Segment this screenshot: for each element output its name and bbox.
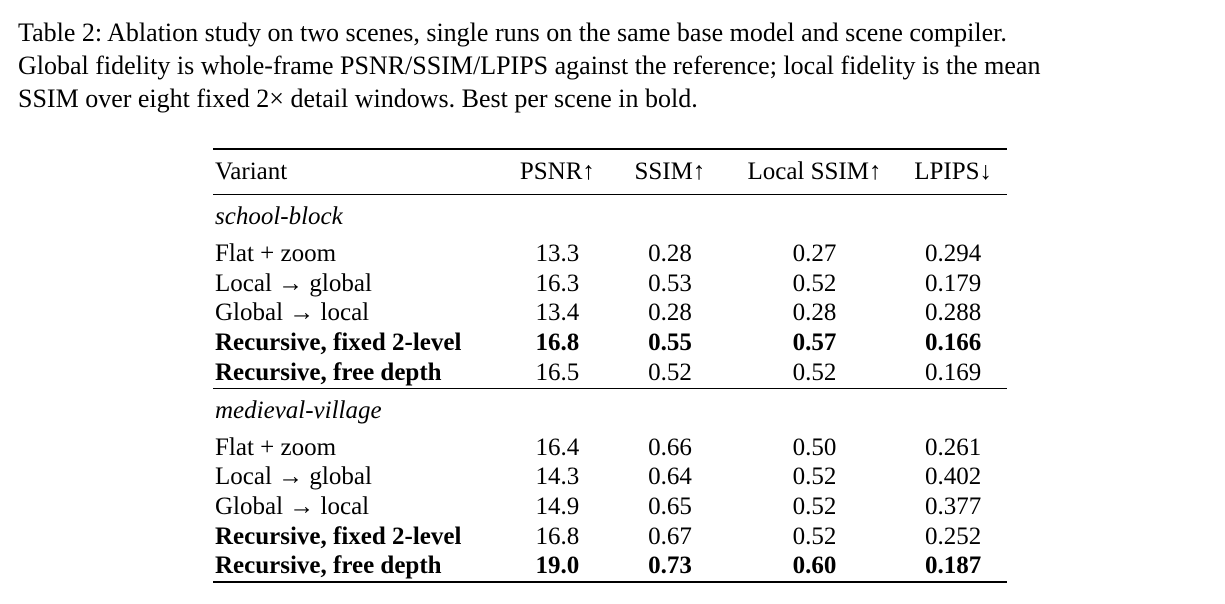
cell-psnr: 13.4 <box>535 299 580 327</box>
caption-line-2: Global fidelity is whole-frame PSNR/SSIM/LPIPS against the reference; local fidelity is the mean <box>18 51 1041 80</box>
table-row <box>213 269 1007 299</box>
cell-lpips: 0.187 <box>925 552 982 580</box>
cell-psnr: 13.3 <box>535 240 580 267</box>
caption-line-3: SSIM over eight fixed 2× detail windows. Best per scene in bold. <box>18 84 698 113</box>
cell-ssim: 0.73 <box>648 552 692 580</box>
group-row <box>213 388 1007 433</box>
cell-local-ssim: 0.52 <box>792 463 837 491</box>
table-row <box>213 462 1007 492</box>
cell-ssim: 0.28 <box>648 240 692 267</box>
caption-line-1: Table 2: Ablation study on two scenes, single runs on the same base model and scene compiler. <box>18 18 1007 47</box>
cell-variant: Recursive, fixed 2-level <box>215 522 462 550</box>
cell-lpips: 0.288 <box>925 299 982 327</box>
ablation-table-container <box>213 148 1007 583</box>
table-row <box>213 239 1007 269</box>
cell-psnr: 14.9 <box>535 492 580 520</box>
cell-variant: Local → global <box>215 463 372 491</box>
table-row <box>213 492 1007 522</box>
cell-lpips: 0.377 <box>925 492 982 520</box>
header-row <box>213 149 1007 195</box>
cell-local-ssim: 0.52 <box>792 358 837 386</box>
ablation-table <box>213 148 1007 583</box>
cell-lpips: 0.179 <box>925 269 982 297</box>
cell-ssim: 0.28 <box>648 299 692 327</box>
table-caption <box>18 16 1213 115</box>
group-label: school-block <box>215 203 343 230</box>
cell-local-ssim: 0.28 <box>792 299 837 327</box>
cell-ssim: 0.55 <box>648 329 692 357</box>
cell-variant: Global → local <box>215 492 370 520</box>
header-variant: Variant <box>215 158 288 185</box>
group-label: medieval-village <box>215 396 382 424</box>
cell-local-ssim: 0.50 <box>792 433 837 461</box>
cell-psnr: 16.4 <box>535 433 580 461</box>
cell-variant: Recursive, free depth <box>215 358 442 386</box>
header-local-ssim: Local SSIM↑ <box>747 158 882 185</box>
cell-variant: Flat + zoom <box>215 240 337 267</box>
cell-lpips: 0.402 <box>925 463 982 491</box>
cell-variant: Local → global <box>215 269 372 297</box>
cell-variant: Recursive, free depth <box>215 552 442 580</box>
cell-psnr: 16.3 <box>535 269 580 297</box>
cell-variant: Recursive, fixed 2-level <box>215 329 462 357</box>
cell-psnr: 16.5 <box>535 358 580 386</box>
cell-variant: Global → local <box>215 299 370 327</box>
cell-local-ssim: 0.60 <box>792 552 837 580</box>
cell-lpips: 0.261 <box>925 433 982 461</box>
header-psnr: PSNR↑ <box>519 158 595 185</box>
table-row <box>213 522 1007 552</box>
cell-psnr: 16.8 <box>535 522 580 550</box>
cell-local-ssim: 0.57 <box>792 329 837 357</box>
header-lpips: LPIPS↓ <box>914 158 993 185</box>
cell-ssim: 0.66 <box>648 433 692 461</box>
cell-local-ssim: 0.27 <box>792 240 837 267</box>
table-row <box>213 298 1007 328</box>
cell-psnr: 16.8 <box>535 329 580 357</box>
table-row <box>213 328 1007 358</box>
cell-local-ssim: 0.52 <box>792 522 837 550</box>
cell-psnr: 14.3 <box>535 463 580 491</box>
cell-variant: Flat + zoom <box>215 433 337 461</box>
cell-lpips: 0.252 <box>925 522 982 550</box>
cell-lpips: 0.294 <box>925 240 982 267</box>
cell-ssim: 0.53 <box>648 269 692 297</box>
table-row <box>213 433 1007 463</box>
table-row <box>213 551 1007 582</box>
group-row <box>213 195 1007 240</box>
cell-lpips: 0.169 <box>925 358 982 386</box>
cell-local-ssim: 0.52 <box>792 269 837 297</box>
header-ssim: SSIM↑ <box>634 158 706 185</box>
table-row <box>213 358 1007 388</box>
cell-ssim: 0.52 <box>648 358 692 386</box>
cell-ssim: 0.64 <box>648 463 692 491</box>
cell-lpips: 0.166 <box>925 329 982 357</box>
cell-local-ssim: 0.52 <box>792 492 837 520</box>
cell-psnr: 19.0 <box>535 552 580 580</box>
cell-ssim: 0.67 <box>648 522 692 550</box>
cell-ssim: 0.65 <box>648 492 692 520</box>
table-body <box>213 195 1007 583</box>
